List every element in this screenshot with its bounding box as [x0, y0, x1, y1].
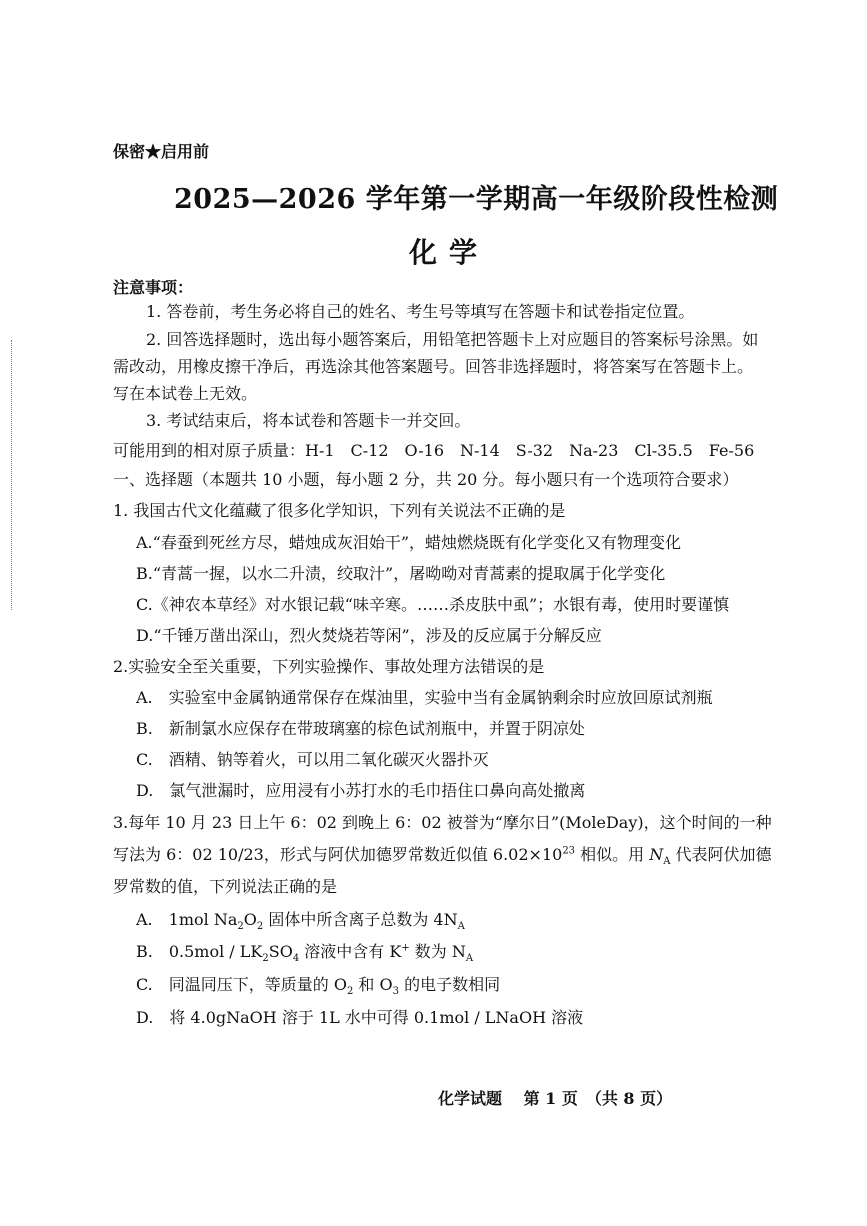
q3-c-text-2: 和 O [353, 975, 393, 994]
q3-a-text-1: A. 1mol Na [136, 910, 238, 929]
q3-b-text-2: SO [268, 942, 293, 961]
exam-title: 2025—2026 学年第一学期高一年级阶段性检测 [174, 184, 779, 215]
q3-stem-line-1: 3.每年 10 月 23 日上午 6：02 到晚上 6：02 被誉为“摩尔日”(MoleDay)，这个时间的一种 [113, 813, 772, 832]
note-3: 3. 考试结束后，将本试卷和答题卡一并交回。 [146, 411, 471, 430]
q1-option-a: A.“春蚕到死丝方尽，蜡烛成灰泪始干”，蜡烛燃烧既有化学变化又有物理变化 [136, 533, 682, 552]
q3-option-c [136, 975, 501, 998]
q2-option-a: A. 实验室中金属钠通常保存在煤油里，实验中当有金属钠剩余时应放回原试剂瓶 [136, 688, 713, 707]
q3-b-sup: + [401, 942, 410, 954]
q3-c-sub-2: 3 [392, 986, 400, 998]
note-2-end: 写在本试卷上无效。 [113, 384, 258, 403]
q3-c-text-3: 的电子数相同 [399, 975, 501, 994]
q2-stem: 2.实验安全至关重要，下列实验操作、事故处理方法错误的是 [113, 657, 545, 676]
avogadro-symbol: N [649, 845, 664, 864]
q1-option-d: D.“千锤万凿出深山，烈火焚烧若等闲”，涉及的反应属于分解反应 [136, 626, 602, 645]
q1-option-c: C.《神农本草经》对水银记载“味辛寒。……杀皮肤中虱”；水银有毒，使用时要谨慎 [136, 595, 730, 614]
q3-a-text-2: O [243, 910, 257, 929]
q3-c-text-1: C. 同温同压下，等质量的 O [136, 975, 347, 994]
q2-option-b: B. 新制氯水应保存在带玻璃塞的棕色试剂瓶中，并置于阴凉处 [136, 719, 585, 738]
q3-stem-part-b: 相似。用 [575, 845, 650, 864]
q1-option-b: B.“青蒿一握，以水二升渍，绞取汁”，屠呦呦对青蒿素的提取属于化学变化 [136, 564, 666, 583]
q3-b-text-4: 数为 N [409, 942, 466, 961]
page-footer: 化学试题 第 1 页 （共 8 页） [438, 1089, 673, 1108]
q3-b-sub-3: A [465, 953, 474, 965]
q2-option-d: D. 氯气泄漏时，应用浸有小苏打水的毛巾捂住口鼻向高处撤离 [136, 781, 586, 800]
q3-a-sub-3: A [457, 921, 465, 933]
q3-b-sub-2: 4 [292, 953, 300, 965]
q3-a-text-3: 固体中所含离子总数为 4N [263, 910, 458, 929]
q3-stem-line-2 [113, 845, 772, 868]
q3-a-sub-2: 2 [256, 921, 264, 933]
q1-stem: 1. 我国古代文化蕴藏了很多化学知识，下列有关说法不正确的是 [113, 501, 566, 520]
subject-title: 化学 [409, 236, 490, 269]
q3-exponent: 23 [562, 845, 576, 857]
q3-a-sub-1: 2 [237, 921, 244, 933]
atomic-mass-line: 可能用到的相对原子质量：H-1 C-12 O-16 N-14 S-32 Na-23 Cl-35.5 Fe-56 [113, 441, 755, 460]
section-1-heading: 一、选择题（本题共 10 小题，每小题 2 分，共 20 分。每小题只有一个选项符合要求） [113, 470, 739, 489]
avogadro-subscript: A [663, 856, 671, 868]
q2-option-c: C. 酒精、钠等着火，可以用二氧化碳灭火器扑灭 [136, 750, 489, 769]
q3-option-b [136, 942, 474, 965]
binding-margin-line [11, 340, 12, 610]
q3-option-d: D. 将 4.0gNaOH 溶于 1L 水中可得 0.1mol / LNaOH 溶液 [136, 1008, 584, 1027]
notes-heading: 注意事项： [113, 278, 194, 297]
note-1: 1. 答卷前，考生务必将自己的姓名、考生号等填写在答题卡和试卷指定位置。 [146, 302, 695, 321]
q3-option-a [136, 910, 465, 933]
q3-stem-part-c: 代表阿伏加德 [670, 845, 772, 864]
q3-b-text-1: B. 0.5mol / LK [136, 942, 263, 961]
q3-stem-part-a: 写法为 6：02 10/23，形式与阿伏加德罗常数近似值 6.02×10 [113, 845, 563, 864]
q3-b-text-3: 溶液中含有 K [299, 942, 402, 961]
q3-b-sub-1: 2 [262, 953, 269, 965]
confidential-label: 保密★启用前 [113, 142, 210, 161]
q3-c-sub-1: 2 [346, 986, 354, 998]
note-2: 2. 回答选择题时，选出每小题答案后，用铅笔把答题卡上对应题目的答案标号涂黑。如 [146, 330, 759, 349]
q3-stem-line-3: 罗常数的值，下列说法正确的是 [113, 877, 338, 896]
note-2-cont: 需改动，用橡皮擦干净后，再选涂其他答案题号。回答非选择题时，将答案写在答题卡上。 [113, 357, 754, 376]
